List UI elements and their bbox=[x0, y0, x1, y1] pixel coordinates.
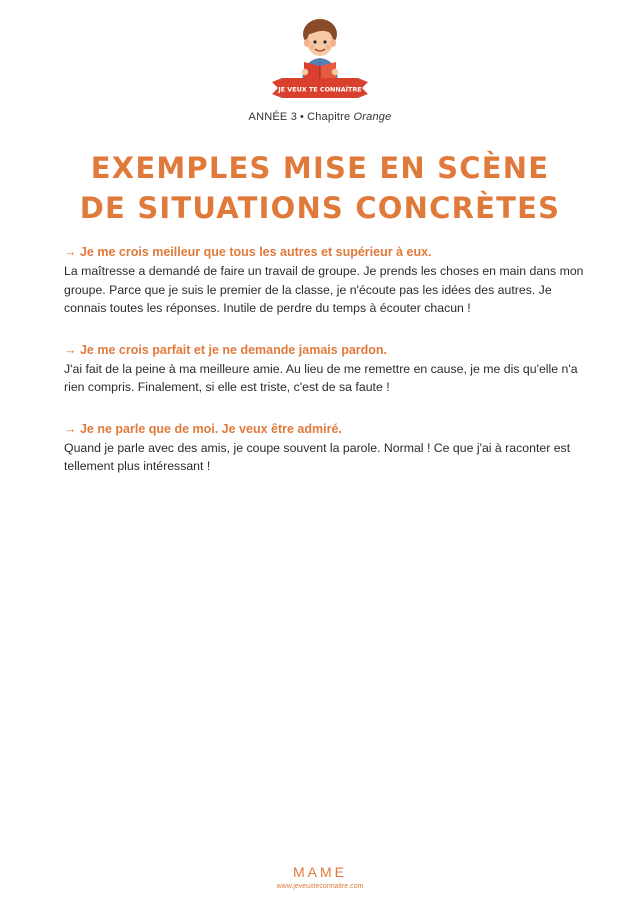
bullet-separator: • bbox=[300, 111, 305, 123]
example-heading: → Je me crois parfait et je ne demande jamais pardon. bbox=[64, 342, 388, 357]
boy-reading-illustration bbox=[268, 12, 372, 104]
page-title bbox=[0, 148, 640, 228]
example-text: J'ai fait de la peine à ma meilleure amie. Au lieu de me remettre en cause, je me dis qu'elle n'a rien compris. Finalement, si elle est triste, c'est de sa faute ! bbox=[64, 361, 578, 394]
example-section bbox=[64, 243, 584, 318]
examples-list bbox=[64, 243, 584, 499]
title-line-2: DE SITUATIONS CONCRÈTES bbox=[79, 191, 561, 225]
year-label: ANNÉE 3 bbox=[248, 111, 298, 123]
example-text: Quand je parle avec des amis, je coupe souvent la parole. Normal ! Ce que j'ai à raconter est tellement plus intéressant ! bbox=[64, 440, 571, 473]
chapter-subtitle bbox=[0, 111, 640, 123]
chapter-label: Chapitre bbox=[307, 111, 351, 123]
publisher-brand: MAME bbox=[293, 864, 347, 880]
example-section bbox=[64, 420, 584, 476]
title-line-1: EXEMPLES MISE EN SCÈNE bbox=[90, 151, 550, 185]
example-section bbox=[64, 341, 584, 397]
website-link[interactable]: www.jeveuxteconnaitre.com bbox=[276, 883, 364, 890]
logo bbox=[268, 12, 372, 104]
logo-banner-text: JE VEUX TE CONNAÎTRE bbox=[278, 85, 362, 94]
example-text: La maîtresse a demandé de faire un travail de groupe. Je prends les choses en main dans mon groupe. Parce que je suis le premier de la classe, je n'écoute pas les idées des autres. Je connais toutes les réponses. Inutile de perdre du temps à écouter chacun ! bbox=[64, 264, 584, 315]
chapter-name: Orange bbox=[353, 111, 392, 123]
example-heading: → Je ne parle que de moi. Je veux être admiré. bbox=[64, 421, 342, 436]
example-heading: → Je me crois meilleur que tous les autres et supérieur à eux. bbox=[64, 245, 432, 259]
